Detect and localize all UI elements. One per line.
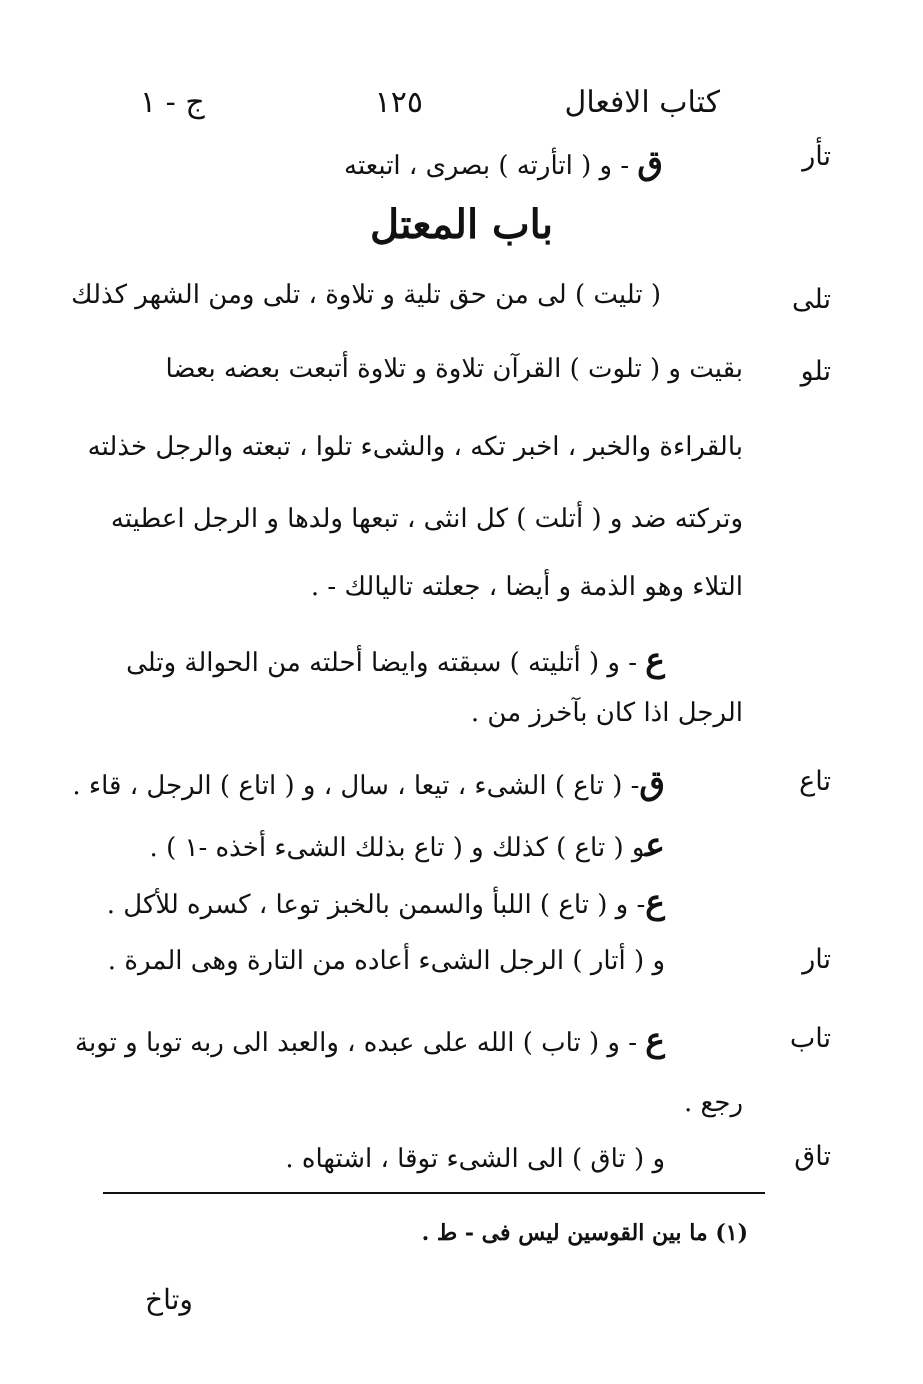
book-title: كتاب الافعال (564, 85, 720, 120)
source-letter: ق (639, 763, 665, 802)
text-line (684, 1090, 743, 1116)
footnote: (١) ما بين القوسين ليس فى - ط . (421, 1220, 748, 1246)
line-text: بقيت و ( تلوت ) القرآن تلاوة و تلاوة أتبعت بعضه بعضا (165, 354, 743, 384)
line-text: - ( تاع ) الشىء ، تيعا ، سال ، و ( اتاع ) الرجل ، قاء . (72, 771, 640, 801)
text-line (71, 282, 661, 308)
margin-headword: تاع (799, 766, 831, 797)
margin-headword: تار (802, 944, 831, 975)
line-text: و ( تاع ) كذلك و ( تاع بذلك الشىء أخذه -١ ) . (149, 833, 646, 863)
margin-headword: تاب (789, 1023, 831, 1054)
text-line (108, 948, 665, 974)
source-letter: ع (645, 1020, 665, 1059)
footnote-rule (103, 1192, 765, 1194)
text-line (106, 882, 665, 921)
text-line (471, 700, 743, 726)
line-text: بالقراءة والخبر ، اخبر تكه ، والشىء تلوا ، تبعته والرجل خذلته (87, 432, 743, 462)
margin-headword: تلى (792, 284, 831, 315)
catchword: وتاخ (145, 1283, 193, 1316)
line-text: - و ( تاع ) اللبأ والسمن بالخبز توعا ، كسره للأكل . (106, 890, 646, 920)
section-title: باب المعتل (370, 201, 553, 248)
source-letter: ع (645, 825, 665, 864)
text-line (126, 640, 665, 679)
text-line (311, 574, 743, 600)
line-text: - و ( أتليته ) سبقته وايضا أحلته من الحوالة وتلى (126, 648, 646, 678)
line-text: الرجل اذا كان بآخرز من . (470, 698, 743, 728)
text-line (285, 1146, 665, 1172)
source-letter: ع (645, 640, 665, 679)
text-line (72, 763, 665, 802)
line-text: - و ( تاب ) الله على عبده ، والعبد الى ربه توبا و توبة (75, 1028, 646, 1058)
line-text: - و ( اتأرته ) بصرى ، اتبعته (344, 151, 638, 181)
text-line (165, 356, 743, 382)
volume-label: ج - ١ (140, 85, 205, 120)
line-text: ( تليت ) لى من حق تلية و تلاوة ، تلى ومن الشهر كذلك (71, 280, 661, 310)
line-text: و ( تاق ) الى الشىء توقا ، اشتهاه . (285, 1144, 665, 1174)
line-text: وتركته ضد و ( أتلت ) كل انثى ، تبعها ولدها و الرجل اعطيته (110, 504, 743, 534)
text-line (344, 143, 663, 182)
text-line (149, 825, 665, 864)
text-line (88, 434, 743, 460)
margin-headword: تأر (802, 141, 831, 172)
line-text: رجع . (684, 1088, 743, 1118)
line-text: التلاء وهو الذمة و أيضا ، جعلته تاليالك - . (310, 572, 743, 602)
page-number: ١٢٥ (374, 85, 423, 120)
line-text: و ( أتار ) الرجل الشىء أعاده من التارة وهى المرة . (107, 946, 665, 976)
margin-headword: تاق (794, 1141, 831, 1172)
source-letter: ق (637, 143, 663, 182)
source-letter: ع (645, 882, 665, 921)
text-line (75, 1020, 665, 1059)
margin-headword: تلو (800, 356, 831, 387)
text-line (111, 506, 743, 532)
